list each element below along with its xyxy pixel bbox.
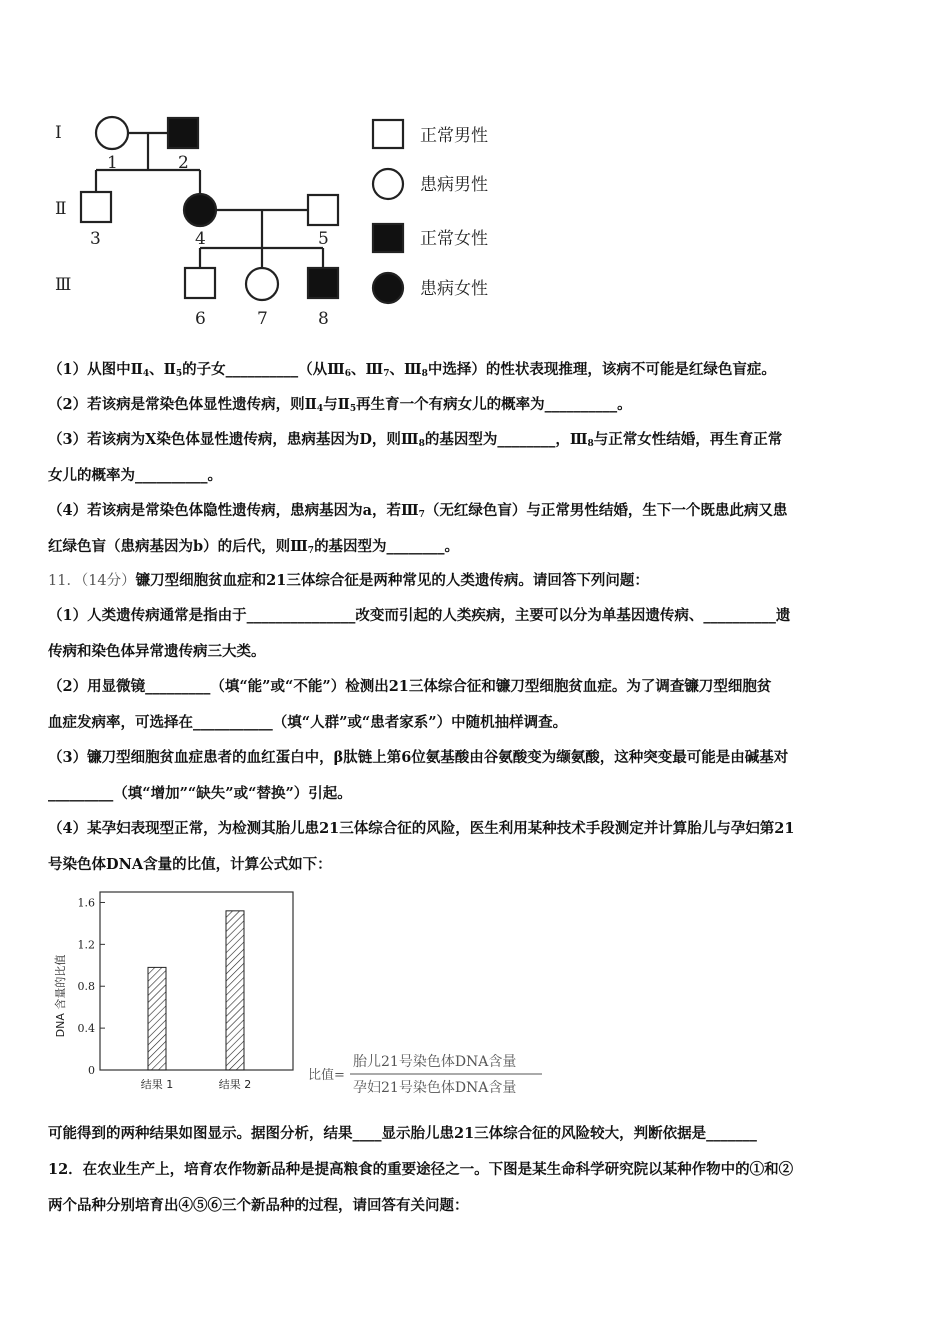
individual-1 [96,117,128,149]
x-tick-label: 结果 1 [140,1078,174,1091]
q11-part1: （1）人类遗传病通常是指由于_______________改变而引起的人类疾病，主要可以分为单基因遗传病、__________遗 [48,607,791,624]
individual-8 [308,268,338,298]
bar-1 [148,967,166,1070]
individual-label: 6 [195,309,206,329]
y-tick-label: 1.2 [77,938,95,952]
q10-part2: （2）若该病是常染色体显性遗传病，则$Ⅱ_4$与$Ⅱ_5$再生育一个有病女儿的概率为__________。 [48,396,632,414]
q10-part3-cont: 女儿的概率为__________。 [48,467,222,484]
q10-part1: （1）从图中$Ⅱ_4$、$Ⅱ_5$的子女__________（从$Ⅲ_6$、$Ⅲ_7$、$Ⅲ_8$中选择）的性状表现推理，该病不可能是红绿色盲症。 [48,361,776,379]
legend-label: 正常女性 [420,229,488,249]
q11-part1-cont: 传病和染色体异常遗传病三大类。 [48,643,266,660]
individual-label: 2 [178,153,189,173]
y-tick-label: 1.6 [77,896,95,910]
legend-label: 正常男性 [420,126,488,146]
pedigree-chart [40,100,540,340]
q12-line2: 两个品种分别培育出④⑤⑥三个新品种的过程，请回答有关问题： [48,1197,469,1214]
plot-frame [100,892,293,1070]
q11-heading: 11．（14分）镰刀型细胞贫血症和21三体综合征是两种常见的人类遗传病。请回答下列问题： [48,572,649,589]
q11-part3-cont: _________（填“增加”“缺失”或“替换”）引起。 [48,785,352,802]
q11-part2-cont: 血症发病率，可选择在___________（填“人群”或“患者家系”）中随机抽样调查。 [48,714,568,731]
individual-2 [168,118,198,148]
individual-5 [308,195,338,225]
individual-3 [81,192,111,222]
bar-2 [226,911,244,1070]
individual-label: 4 [195,229,206,249]
individual-label: 8 [318,309,329,329]
y-axis-label: DNA 含量的比值 [54,954,67,1038]
legend-affected-female-icon [373,273,403,303]
formula-prefix: 比值= [308,1068,345,1083]
individual-label: 7 [257,309,268,329]
formula-denominator: 孕妇21号染色体DNA含量 [353,1080,517,1096]
y-tick-label: 0.8 [77,980,95,994]
individual-label: 3 [90,229,101,249]
q12-line1: 12．在农业生产上，培育农作物新品种是提高粮食的重要途径之一。下图是某生命科学研究院以某种作物中的①和② [48,1161,794,1178]
q10-part4-cont: 红绿色盲（患病基因为b）的后代，则$Ⅲ_7$的基因型为________。 [48,538,460,556]
formula-numerator: 胎儿21号染色体DNA含量 [353,1054,517,1070]
individual-label: 5 [318,229,329,249]
x-tick-label: 结果 2 [218,1078,252,1091]
dna-ratio-chart [50,888,570,1103]
question-number: 11．（14分） [48,573,136,589]
y-tick-label: 0.4 [77,1022,95,1036]
q11-part4: （4）某孕妇表现型正常，为检测其胎儿患21三体综合征的风险，医生利用某种技术手段测定并计算胎儿与孕妇第21 [48,820,795,837]
q11-part4-cont: 号染色体DNA含量的比值，计算公式如下： [48,856,332,873]
generation-label: Ⅲ [55,275,72,295]
legend-normal-male-icon [373,120,403,148]
q10-part4: （4）若该病是常染色体隐性遗传病，患病基因为a，若$Ⅲ_7$（无红绿色盲）与正常男性结婚，生下一个既患此病又患 [48,502,788,520]
generation-label: Ⅱ [55,199,67,219]
individual-6 [185,268,215,298]
individual-label: 1 [107,153,118,173]
individual-7 [246,268,278,300]
legend-affected-male-icon [373,169,403,199]
q10-part3: （3）若该病为X染色体显性遗传病，患病基因为D，则$Ⅲ_8$的基因型为________，$Ⅲ_8$与正常女性结婚，再生育正常 [48,431,783,449]
generation-label: Ⅰ [55,123,62,143]
q11-part4-analysis: 可能得到的两种结果如图显示。据图分析，结果____显示胎儿患21三体综合征的风险较大，判断依据是_______ [48,1125,757,1142]
q11-part3: （3）镰刀型细胞贫血症患者的血红蛋白中，β肽链上第6位氨基酸由谷氨酸变为缬氨酸，这种突变最可能是由碱基对 [48,749,789,766]
legend-label: 患病男性 [420,175,488,195]
individual-4 [184,194,216,226]
legend-normal-female-icon [373,224,403,252]
legend-label: 患病女性 [420,279,488,299]
q11-part2: （2）用显微镜_________（填“能”或“不能”）检测出21三体综合征和镰刀型细胞贫血症。为了调查镰刀型细胞贫 [48,678,772,695]
y-tick-label: 0 [88,1064,95,1077]
